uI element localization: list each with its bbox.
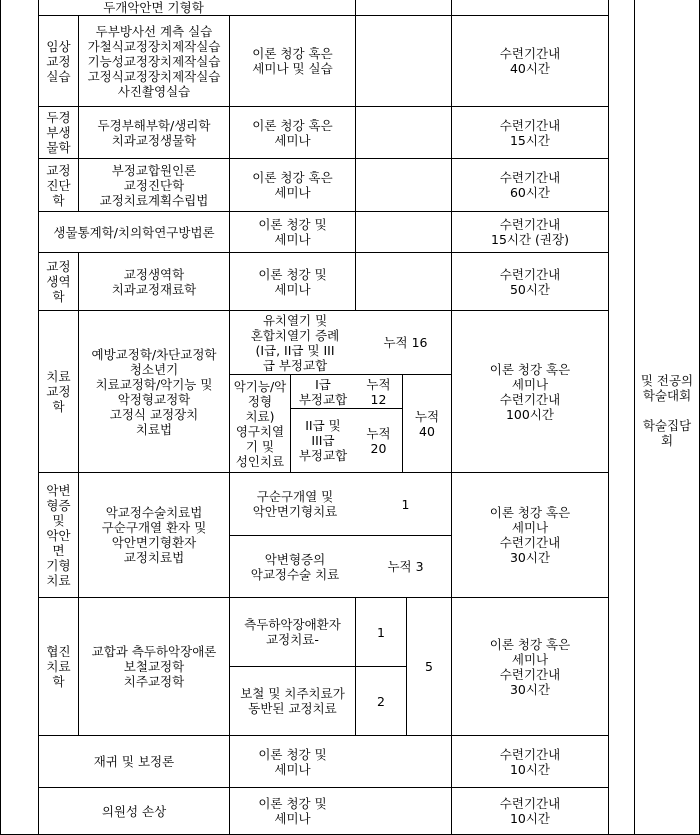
- count-cell: 누적 3: [387, 559, 424, 574]
- hours-cell: 이론 청강 혹은 세미나 수련기간내 30시간: [489, 505, 571, 565]
- case-cell: I급 부정교합: [298, 376, 348, 407]
- category-cell: 치료 교정 학: [46, 369, 71, 414]
- subject-cell: 두개악안면 기형학: [103, 0, 204, 15]
- count-cell: 1: [377, 624, 385, 640]
- count-cell: 2: [377, 693, 385, 709]
- column-divider: [355, 0, 356, 310]
- count-cell: 1: [401, 496, 410, 512]
- category-cell: 두경 부생 물학: [46, 110, 71, 155]
- subject-cell: 예방교정학/차단교정학 청소년기 치료교정학/악기능 및 악정형교정학 고정식 교정장치 치료법: [91, 346, 217, 437]
- method-cell: 이론 청강 및 세미나: [258, 796, 327, 826]
- count-cell: 누적 40: [414, 408, 440, 439]
- case-cell: 악기능/악 정형 치료) 영구치열 기 및 성인치료: [233, 378, 287, 469]
- case-cell: II급 및 III급 부정교합: [298, 418, 348, 463]
- case-cell: 유치열기 및 혼합치열기 증례 (I급, II급 및 III 급 부정교합: [250, 312, 340, 373]
- subject-cell: 두경부해부학/생리학 치과교정생물학: [97, 117, 211, 148]
- subject-cell: 두부방사선 계측 실습 가철식교정장치제작실습 기능성교정장치제작실습 고정식교정장치제작실습 사진촬영실습: [87, 23, 221, 99]
- hours-cell: 이론 청강 혹은 세미나 수련기간내 30시간: [489, 636, 571, 697]
- count-cell: 누적 12: [366, 376, 391, 407]
- subject-cell: 의원성 손상: [101, 803, 167, 819]
- method-cell: 이론 청강 및 세미나: [258, 217, 327, 247]
- method-cell: 이론 청강 및 세미나: [258, 746, 327, 777]
- subject-cell: 부정교합원인론 교정진단학 교정치료계획수립법: [99, 162, 209, 208]
- category-cell: 교정 생역 학: [46, 259, 71, 304]
- case-cell: 보철 및 치주치료가 동반된 교정치료: [240, 686, 345, 716]
- hours-cell: 수련기간내 15시간 (권장): [491, 217, 569, 247]
- count-cell: 누적 16: [383, 335, 428, 350]
- category-cell: 임상 교정 실습: [46, 38, 71, 84]
- hours-cell: 이론 청강 혹은 세미나 수련기간내 100시간: [489, 361, 571, 422]
- case-cell: 구순구개열 및 악안면기형치료: [252, 489, 338, 519]
- column-divider: [608, 0, 609, 835]
- hours-cell: 수련기간내 50시간: [499, 266, 561, 297]
- count-cell: 누적 20: [366, 425, 391, 456]
- subject-cell: 교정생역학 치과교정재료학: [111, 266, 197, 297]
- subject-cell: 생물통계학/치의학연구방법론: [53, 224, 215, 240]
- hours-cell: 수련기간내 10시간: [499, 796, 561, 826]
- hours-cell: 수련기간내 60시간: [499, 170, 561, 200]
- method-cell: 이론 청강 혹은 세미나: [252, 117, 333, 148]
- table-border: [0, 0, 1, 835]
- subject-cell: 악교정수술치료법 구순구개열 환자 및 악안면기형환자 교정치료법: [101, 505, 207, 565]
- hours-cell: 수련기간내 15시간: [499, 117, 561, 148]
- method-cell: 이론 청강 혹은 세미나 및 실습: [252, 46, 333, 76]
- hours-cell: 수련기간내 10시간: [499, 746, 561, 777]
- case-cell: 측두하악장애환자 교정치료-: [244, 617, 341, 647]
- category-cell: 악변 형증 및 악안 면 기형 치료: [46, 482, 71, 588]
- case-cell: 악변형증의 악교정수술 치료: [250, 551, 340, 582]
- hours-cell: 수련기간내 40시간: [499, 46, 561, 76]
- subject-cell: 재귀 및 보정론: [93, 754, 175, 769]
- side-note-cell: 및 전공의 학술대회 학술집담 회: [640, 372, 694, 448]
- category-cell: 협진 치료 학: [46, 644, 71, 689]
- method-cell: 이론 청강 혹은 세미나: [252, 170, 333, 200]
- subject-cell: 교합과 측두하악장애론 보철교정학 치주교정학: [91, 644, 217, 689]
- category-cell: 교정 진단 학: [46, 162, 71, 208]
- count-cell: 5: [425, 659, 433, 674]
- method-cell: 이론 청강 및 세미나: [258, 266, 327, 297]
